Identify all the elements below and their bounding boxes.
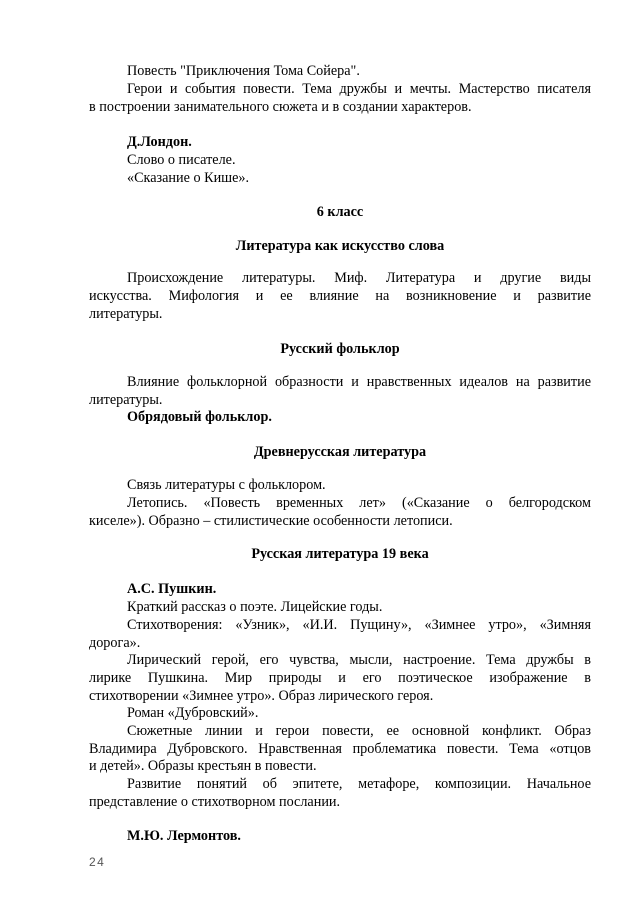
tom-sawyer-title: Повесть "Приключения Тома Сойера".: [127, 63, 360, 79]
pushkin-line: Лирический герой, его чувства, мысли, настроение. Тема дружбы в: [127, 652, 591, 668]
pushkin-author-heading: А.С. Пушкин.: [127, 581, 217, 597]
old-russian-line: киселе»). Образно – стилистические особенности летописи.: [89, 513, 453, 529]
pushkin-line: и детей». Образы крестьян в повести.: [89, 758, 317, 774]
tom-sawyer-line: в построении занимательного сюжета и в создании характеров.: [89, 99, 472, 115]
pushkin-line: представление о стихотворном послании.: [89, 794, 341, 810]
section-heading-old-russian: Древнерусская литература: [253, 444, 427, 460]
tom-sawyer-line: Герои и события повести. Тема дружбы и мечты. Мастерство писателя: [127, 81, 591, 97]
literature-art-line: искусства. Мифология и ее влияние на возникновение и развитие: [89, 288, 591, 304]
section-heading-literature-art: Литература как искусство слова: [235, 238, 445, 254]
section-heading-russian-19: Русская литература 19 века: [251, 546, 429, 562]
london-author-heading: Д.Лондон.: [127, 134, 192, 150]
old-russian-line: Связь литературы с фольклором.: [127, 477, 326, 493]
pushkin-line: дорога».: [89, 635, 141, 651]
folklore-line: Влияние фольклорной образности и нравственных идеалов на развитие: [127, 374, 591, 390]
page-number: 24: [89, 855, 106, 869]
pushkin-line: лирике Пушкина. Мир природы и его поэтическое изображение в: [89, 670, 591, 686]
pushkin-line: Роман «Дубровский».: [127, 705, 259, 721]
london-item: «Сказание о Кише».: [127, 170, 250, 186]
ritual-folklore-subheading: Обрядовый фольклор.: [127, 409, 272, 425]
section-heading-folklore: Русский фольклор: [280, 341, 400, 357]
grade-heading: 6 класс: [316, 204, 364, 220]
folklore-line: литературы.: [89, 392, 163, 408]
pushkin-line: Сюжетные линии и герои повести, ее основной конфликт. Образ: [127, 723, 591, 739]
pushkin-line: Развитие понятий об эпитете, метафоре, композиции. Начальное: [127, 776, 591, 792]
lermontov-author-heading: М.Ю. Лермонтов.: [127, 828, 241, 844]
pushkin-line: стихотворении «Зимнее утро». Образ лирического героя.: [89, 688, 434, 704]
pushkin-line: Краткий рассказ о поэте. Лицейские годы.: [127, 599, 383, 615]
london-item: Слово о писателе.: [127, 152, 236, 168]
literature-art-line: литературы.: [89, 306, 163, 322]
pushkin-line: Владимира Дубровского. Нравственная проблематика повести. Тема «отцов: [89, 741, 591, 757]
pushkin-line: Стихотворения: «Узник», «И.И. Пущину», «Зимнее утро», «Зимняя: [127, 617, 591, 633]
old-russian-line: Летопись. «Повесть временных лет» («Сказание о белгородском: [127, 495, 591, 511]
literature-art-line: Происхождение литературы. Миф. Литература и другие виды: [127, 270, 591, 286]
